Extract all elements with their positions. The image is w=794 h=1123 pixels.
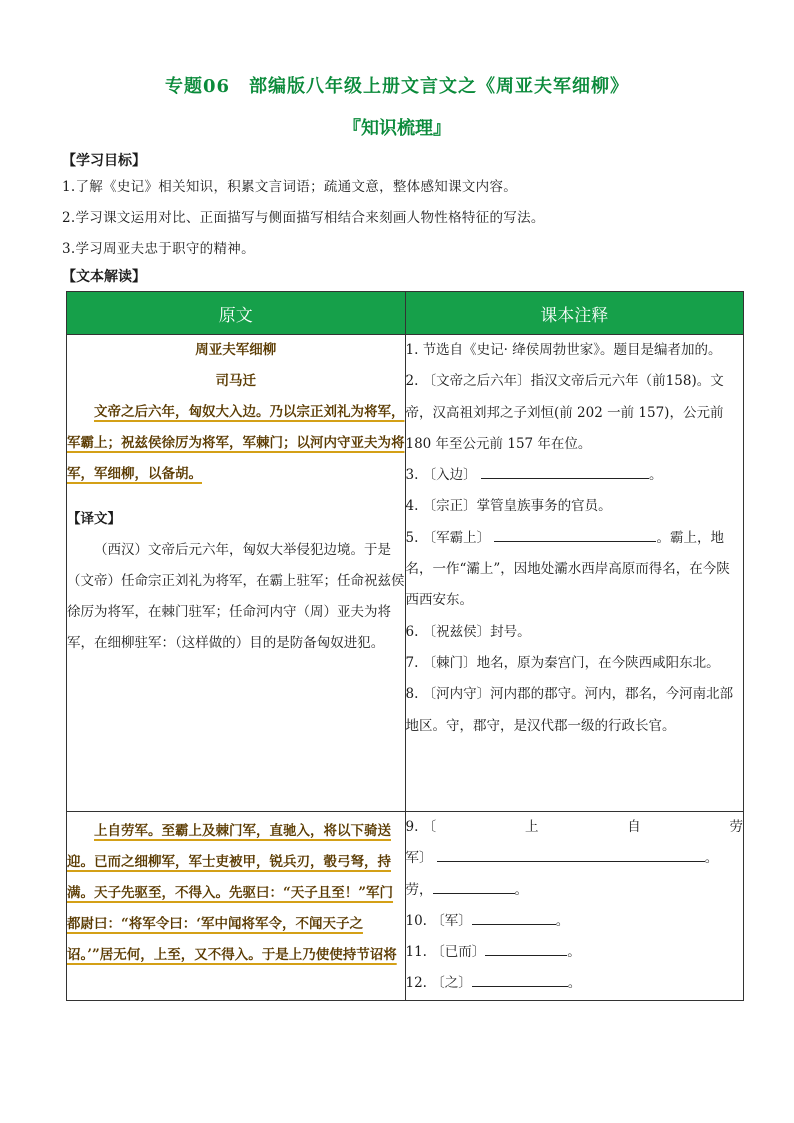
header-notes: 课本注释 bbox=[405, 292, 744, 335]
goal-item-2: 2.学习课文运用对比、正面描写与侧面描写相结合来刻画人物性格特征的写法。 bbox=[62, 210, 545, 226]
note-12: 12. 〔之〕 。 bbox=[406, 968, 744, 999]
header-original: 原文 bbox=[67, 292, 406, 335]
note-6: 6. 〔祝兹侯〕封号。 bbox=[405, 623, 531, 640]
note-4: 4. 〔宗正〕掌管皇族事务的官员。 bbox=[405, 498, 612, 515]
note-1: 1. 节选自《史记· 绛侯周勃世家》。题目是编者加的。 bbox=[405, 342, 722, 358]
note-5-label: 5. 〔军霸上〕 bbox=[405, 529, 491, 546]
original-text-2-content: 上自劳军。至霸上及棘门军，直驰入，将以下骑送迎。已而之细柳军，军士吏被甲，锐兵刃，彀弓弩，持满。天子先驱至，不得入。先驱曰：“天子且至！”军门都尉曰：“将军令曰：‘军中闻将军令，不闻天子之诏。’”居无何，上至，又不得入。于是上乃使使持节诏将 bbox=[67, 823, 397, 963]
goals-heading: 【学习目标】 bbox=[62, 153, 146, 169]
note-2: 2. 〔文帝之后六年〕指汉文帝后元六年（前158)。文帝，汉高祖刘邦之子刘恒(前 202 一前 157)，公元前 180 年至公元前 157 年在位。 bbox=[405, 373, 724, 452]
note-11-blank[interactable] bbox=[485, 941, 567, 956]
note-3-blank[interactable] bbox=[481, 464, 649, 479]
note-9b-blank[interactable] bbox=[433, 879, 515, 894]
note-10-blank[interactable] bbox=[472, 910, 556, 925]
original-text bbox=[67, 397, 405, 490]
original-cell-2 bbox=[67, 812, 406, 1001]
notes-cell bbox=[405, 335, 744, 812]
notes-cell-2 bbox=[405, 812, 744, 1001]
original-text-2 bbox=[67, 816, 405, 971]
note-7: 7. 〔棘门〕地名，原为秦宫门，在今陕西咸阳东北。 bbox=[405, 654, 720, 671]
original-text-content: 文帝之后六年，匈奴大入边。乃以宗正刘礼为将军，军霸上；祝兹侯徐厉为将军，军棘门；以河内守亚夫为将军，军细柳，以备胡。 bbox=[67, 404, 405, 482]
note-11: 11. 〔已而〕 。 bbox=[406, 937, 744, 968]
note-9-blank[interactable] bbox=[437, 847, 705, 862]
reading-table bbox=[66, 291, 744, 1001]
note-5 bbox=[406, 523, 744, 617]
page-subtitle: 『知识梳理』 bbox=[343, 118, 451, 139]
note-5-blank[interactable] bbox=[494, 527, 656, 542]
poem-title: 周亚夫军细柳 bbox=[195, 342, 277, 358]
table-row bbox=[67, 335, 744, 812]
goal-item-1: 1.了解《史记》相关知识，积累文言词语；疏通文意，整体感知课文内容。 bbox=[62, 179, 518, 195]
note-9-line3: 劳， 。 bbox=[406, 875, 744, 906]
note-10: 10. 〔军〕 。 bbox=[406, 906, 744, 937]
note-9-line1: 9. 〔 上 自 劳 bbox=[405, 819, 743, 835]
note-9-line2: 军〕 。 bbox=[406, 843, 744, 874]
table-header-row bbox=[67, 292, 744, 335]
reading-heading: 【文本解读】 bbox=[62, 269, 146, 285]
note-3-label: 3. 〔入边〕 bbox=[405, 467, 477, 484]
note-12-blank[interactable] bbox=[472, 972, 568, 987]
note-5-text: 。霸上，地名，一作“灞上”，因地处灞水西岸高原而得名，在今陕西西安东。 bbox=[405, 529, 730, 609]
poem-author: 司马迁 bbox=[215, 373, 256, 389]
translation-tag: 【译文】 bbox=[67, 511, 121, 527]
original-cell bbox=[67, 335, 406, 812]
note-3: 3. 〔入边〕 。 bbox=[406, 460, 744, 491]
goal-item-3: 3.学习周亚夫忠于职守的精神。 bbox=[62, 241, 255, 257]
page-title: 专题06 部编版八年级上册文言文之《周亚夫军细柳》 bbox=[164, 76, 630, 97]
table-row bbox=[67, 812, 744, 1001]
note-8: 8. 〔河内守〕河内郡的郡守。河内，郡名，今河南北部地区。守，郡守，是汉代郡一级的行政长官。 bbox=[405, 686, 734, 734]
translation-text: （西汉）文帝后元六年，匈奴大举侵犯边境。于是（文帝）任命宗正刘礼为将军，在霸上驻军；任命祝兹侯徐厉为将军，在棘门驻军；任命河内守（周）亚夫为将军，在细柳驻军：（这样做的）目的是防备匈奴进犯。 bbox=[67, 542, 405, 651]
